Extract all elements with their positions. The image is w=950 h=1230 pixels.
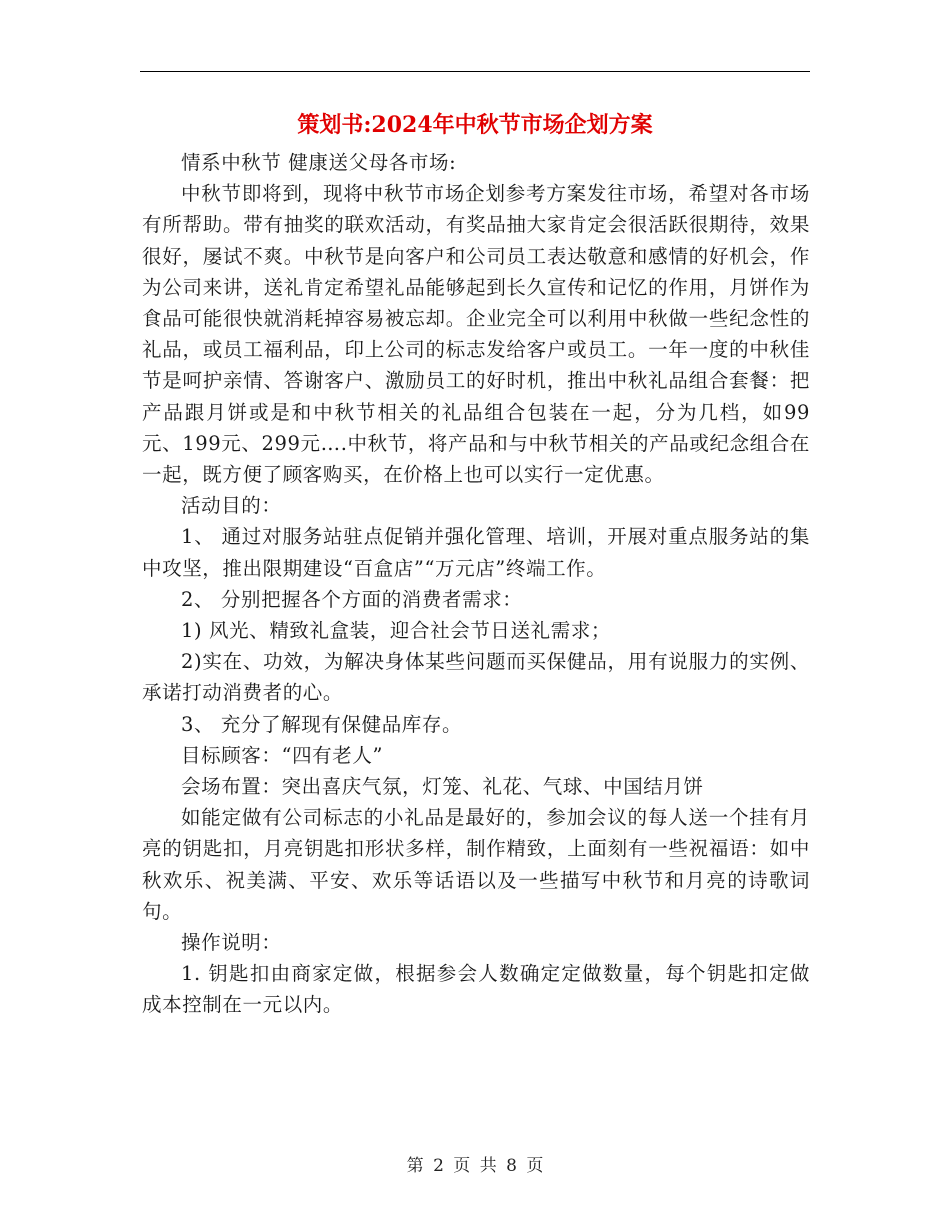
paragraph-purpose-3: 3、 充分了解现有保健品库存。	[181, 712, 463, 736]
document-title: 策划书:2024年中秋节市场企划方案	[297, 112, 653, 138]
paragraph-venue-layout: 会场布置：突出喜庆气氛，灯笼、礼花、气球、中国结月饼	[181, 775, 704, 799]
paragraph-target-customers: 目标顾客：“四有老人”	[181, 743, 384, 767]
paragraph-purpose-1: 1、 通过对服务站驻点促销并强化管理、培训，开展对重点服务站的集中攻坚，推出限期建设“百盒店”“万元店”终端工作。	[142, 525, 810, 580]
paragraph-need-1: 1) 风光、精致礼盒装，迎合社会节日送礼需求；	[181, 619, 612, 643]
paragraph-intro: 中秋节即将到，现将中秋节市场企划参考方案发往市场，希望对各市场有所帮助。带有抽奖的联欢活动，有奖品抽大家肯定会很活跃很期待，效果很好，屡试不爽。中秋节是向客户和公司员工表达敬意和感情的好机会，作为公司来讲，送礼肯定希望礼品能够起到长久宣传和记忆的作用，月饼作为食品可能很快就消耗掉容易被忘却。企业完全可以利用中秋做一些纪念性的礼品，或员工福利品，印上公司的标志发给客户或员工。一年一度的中秋佳节是呵护亲情、答谢客户、激励员工的好时机，推出中秋礼品组合套餐：把产品跟月饼或是和中秋节相关的礼品组合包装在一起，分为几档，如99元、199元、299元….中秋节，将产品和与中秋节相关的产品或纪念组合在一起，既方便了顾客购买，在价格上也可以实行一定优惠。	[142, 182, 810, 487]
paragraph-gift-idea: 如能定做有公司标志的小礼品是最好的，参加会议的每人送一个挂有月亮的钥匙扣，月亮钥匙扣形状多样，制作精致，上面刻有一些祝福语：如中秋欢乐、祝美满、平安、欢乐等话语以及一些描写中秋节和月亮的诗歌词句。	[142, 806, 810, 923]
document-body	[142, 147, 810, 1021]
paragraph-purpose-heading: 活动目的：	[181, 494, 282, 518]
paragraph-instructions-heading: 操作说明：	[181, 931, 282, 955]
paragraph-purpose-2: 2、 分别把握各个方面的消费者需求：	[181, 587, 523, 611]
paragraph-greeting: 情系中秋节 健康送父母各市场:	[181, 151, 457, 174]
paragraph-instruction-1: 1. 钥匙扣由商家定做，根据参会人数确定定做数量，每个钥匙扣定做成本控制在一元以内。	[142, 962, 810, 1017]
paragraph-need-2: 2)实在、功效，为解决身体某些问题而买保健品，用有说服力的实例、承诺打动消费者的心。	[142, 650, 810, 705]
page-number: 第 2 页 共 8 页	[406, 1156, 544, 1176]
header-rule	[140, 71, 810, 72]
